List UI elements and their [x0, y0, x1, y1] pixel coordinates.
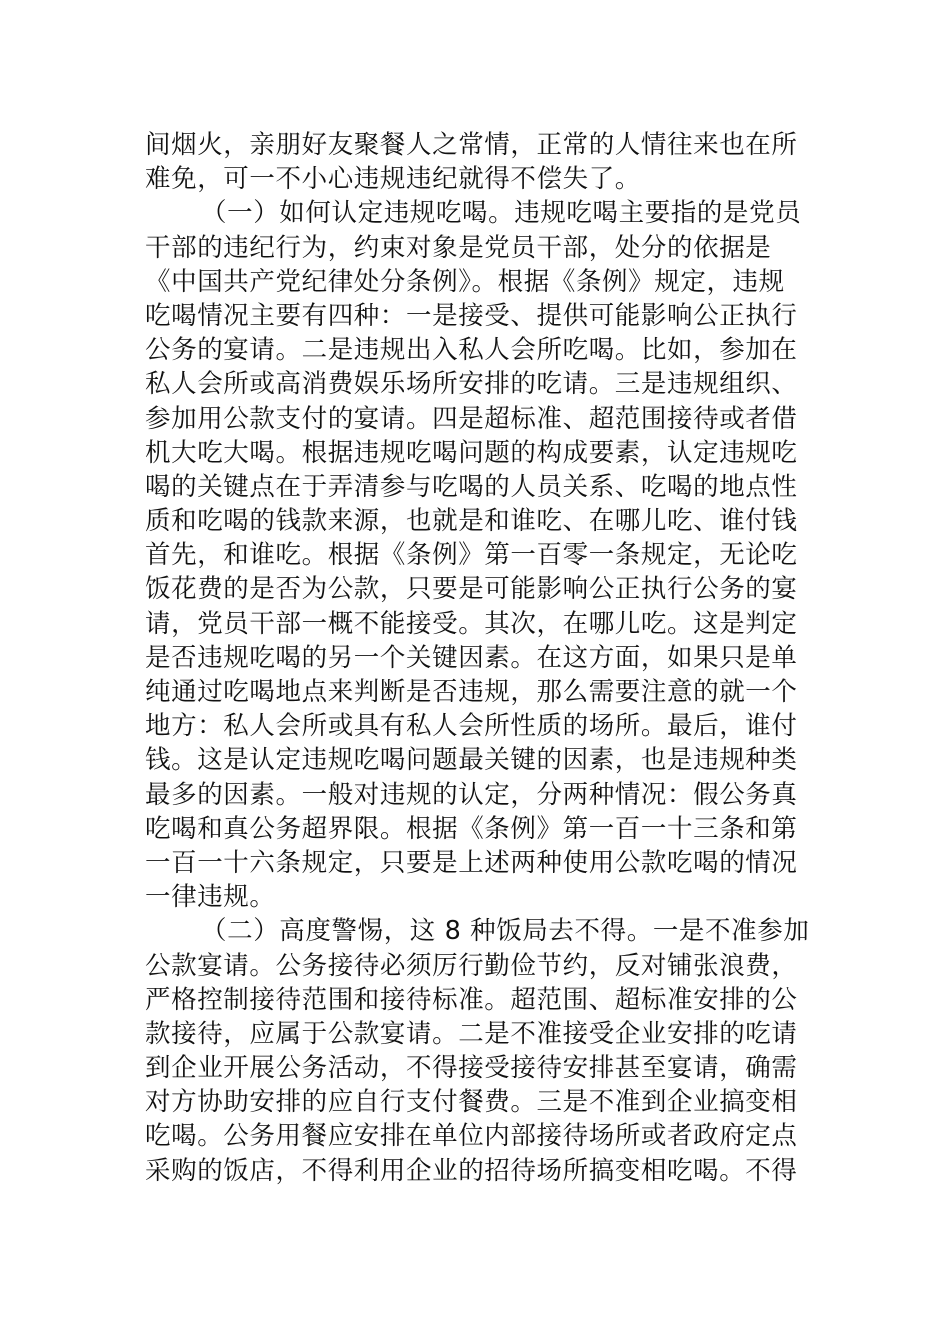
text-line: 间烟火，亲朋好友聚餐人之常情，正常的人情往来也在所 [145, 130, 798, 160]
text-line: 地方：私人会所或具有私人会所性质的场所。最后，谁付 [145, 711, 798, 742]
text-line: 干部的违纪行为，约束对象是党员干部，处分的依据是 [145, 232, 772, 263]
text-line: 对方协助安排的应自行支付餐费。三是不准到企业搞变相 [145, 1087, 798, 1118]
text-line: 钱。这是认定违规吃喝问题最关键的因素，也是违规种类 [145, 745, 798, 776]
paragraph [145, 196, 807, 914]
text-line: 公务的宴请。二是违规出入私人会所吃喝。比如，参加在 [145, 335, 798, 366]
text-line: 请，党员干部一概不能接受。其次，在哪儿吃。这是判定 [145, 608, 798, 639]
text-line: 吃喝情况主要有四种：一是接受、提供可能影响公正执行 [145, 300, 798, 331]
paragraph [145, 914, 810, 1188]
text-line: 最多的因素。一般对违规的认定，分两种情况：假公务真 [145, 779, 798, 810]
text-line: 首先，和谁吃。根据《条例》第一百零一条规定，无论吃 [145, 540, 798, 571]
text-line: 公款宴请。公务接待必须厉行勤俭节约，反对铺张浪费， [145, 950, 798, 981]
text-line: 吃喝和真公务超界限。根据《条例》第一百一十三条和第 [145, 813, 798, 844]
text-line: 质和吃喝的钱款来源，也就是和谁吃、在哪儿吃、谁付钱 [145, 506, 798, 537]
text-line: 机大吃大喝。根据违规吃喝问题的构成要素，认定违规吃 [145, 437, 798, 468]
text-line: （二）高度警惕，这 8 种饭局去不得。一是不准参加 [201, 916, 810, 947]
text-line: 饭花费的是否为公款，只要是可能影响公正执行公务的宴 [145, 574, 798, 605]
text-line: 私人会所或高消费娱乐场所安排的吃请。三是违规组织、 [145, 369, 798, 400]
text-line: 喝的关键点在于弄清参与吃喝的人员关系、吃喝的地点性 [145, 471, 798, 502]
text-line: 严格控制接待范围和接待标准。超范围、超标准安排的公 [145, 984, 798, 1015]
paragraph [145, 128, 807, 196]
text-line: 一律违规。 [145, 882, 276, 913]
text-line: 采购的饭店，不得利用企业的招待场所搞变相吃喝。不得 [145, 1155, 798, 1186]
text-line: 到企业开展公务活动，不得接受接待安排甚至宴请，确需 [145, 1053, 798, 1084]
text-line: 吃喝。公务用餐应安排在单位内部接待场所或者政府定点 [145, 1121, 798, 1152]
text-line: 一百一十六条规定，只要是上述两种使用公款吃喝的情况 [145, 847, 798, 878]
text-line: 难免，可一不小心违规违纪就得不偿失了。 [145, 164, 641, 195]
text-line: 款接待，应属于公款宴请。二是不准接受企业安排的吃请 [145, 1018, 798, 1049]
text-line: 参加用公款支付的宴请。四是超标准、超范围接待或者借 [145, 403, 798, 434]
text-line: 《中国共产党纪律处分条例》。根据《条例》规定，违规 [145, 266, 785, 297]
text-line: （一）如何认定违规吃喝。违规吃喝主要指的是党员 [201, 198, 802, 229]
body-text [145, 128, 810, 1188]
text-line: 是否违规吃喝的另一个关键因素。在这方面，如果只是单 [145, 642, 798, 673]
text-line: 纯通过吃喝地点来判断是否违规，那么需要注意的就一个 [145, 677, 798, 707]
